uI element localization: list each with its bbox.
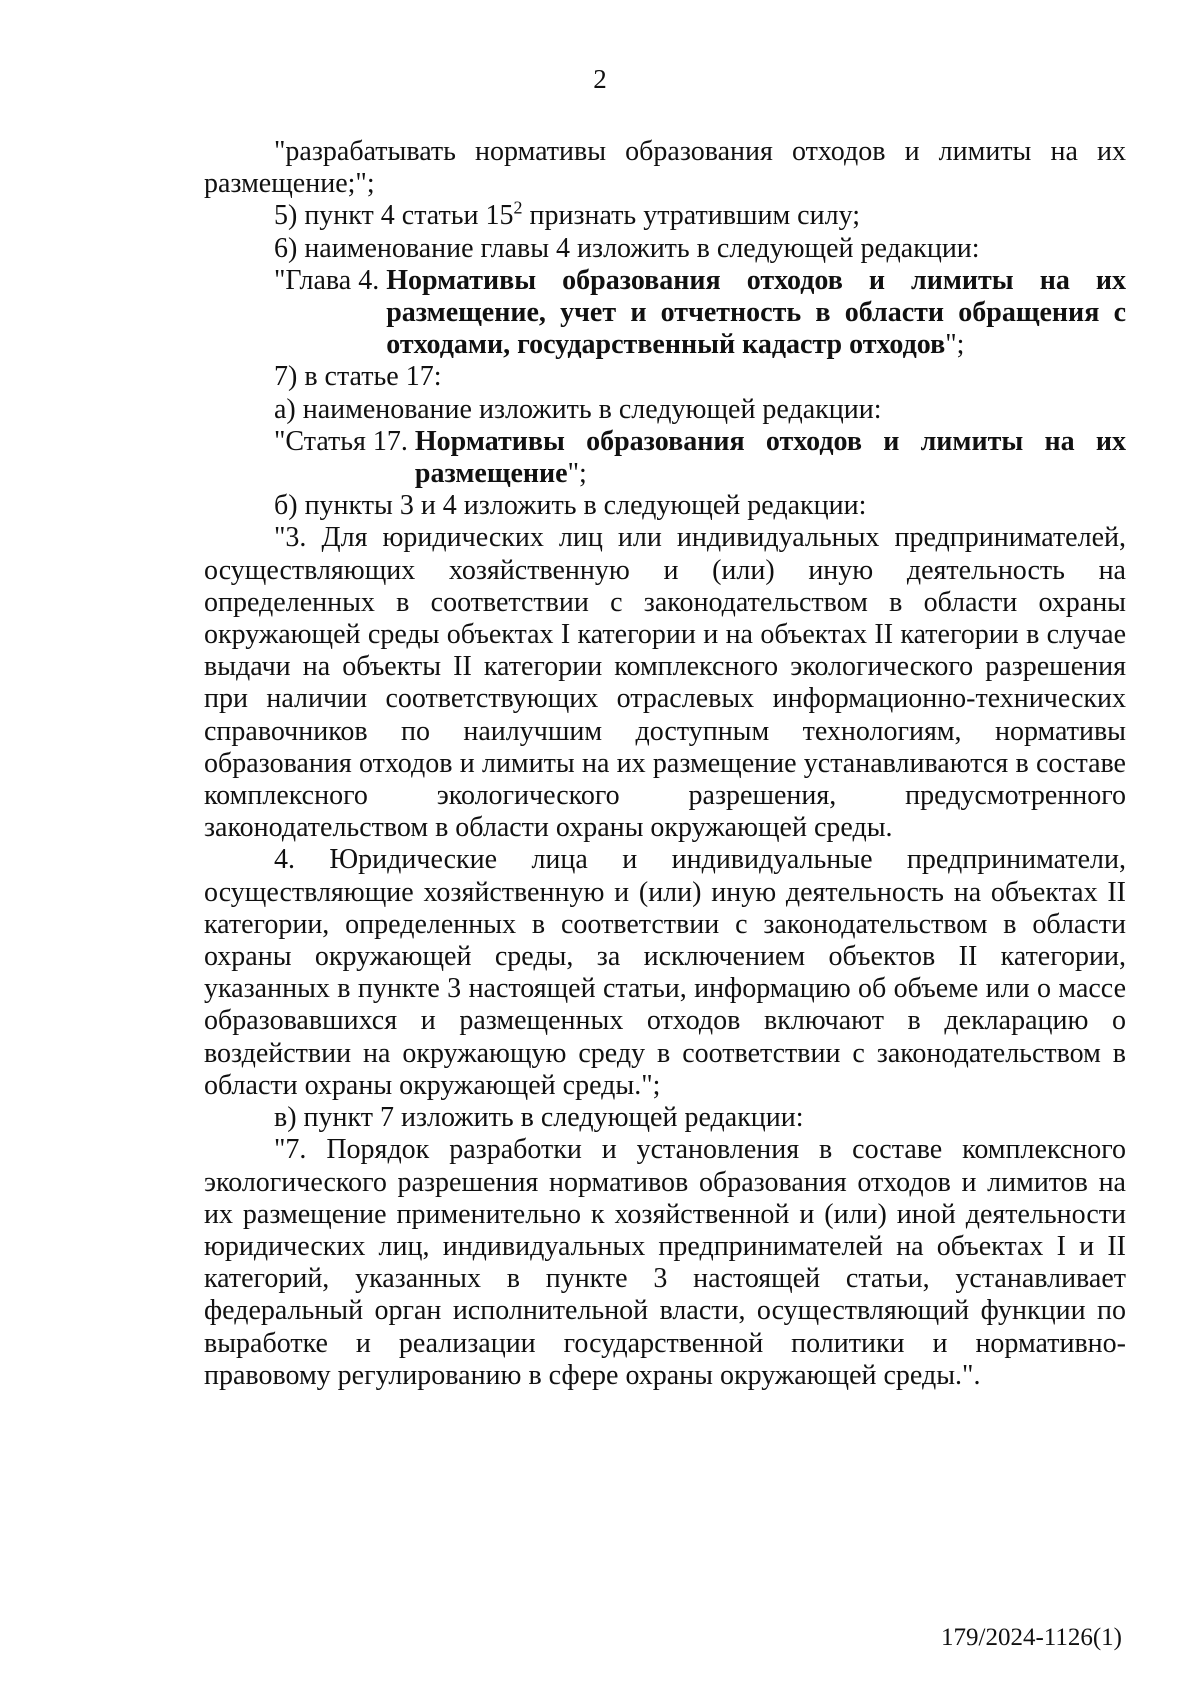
chapter-title-text: Нормативы образования отходов и лимиты на их размещение, учет и отчетность в области обращения с отходами, государственный кадастр отходов [386,264,1126,361]
paragraph-point-3: "3. Для юридических лиц или индивидуальных предпринимателей, осуществляющих хозяйственную и (или) иную деятельность на определенных в соответствии с законодательством в области охраны окружающей среды объектах I категории и на объектах II категории в случае выдачи на объекты II категории комплексного экологического разрешения при наличии соответствующих отраслевых информационно-технических справочников по наилучшим доступным технологиям, нормативы образования отходов и лимиты на их размещение устанавливаются в составе комплексного экологического разрешения, предусмотренного законодательством в области охраны окружающей среды. [204,522,1126,844]
item-5-text: 5) пункт 4 статьи 15 [274,200,514,232]
document-body [204,136,1126,1392]
paragraph-item-7: 7) в статье 17: [274,361,442,393]
item-5-text-end: признать утратившим силу; [522,200,860,232]
paragraph-subitem-a: а) наименование изложить в следующей редакции: [274,393,882,425]
paragraph-subitem-v: в) пункт 7 изложить в следующей редакции: [274,1102,804,1134]
paragraph-point-4: 4. Юридические лица и индивидуальные предприниматели, осуществляющие хозяйственную и (или) иную деятельность на объектах II категории, определенных в соответствии с законодательством в области охраны окружающей среды, за исключением объектов II категории, указанных в пункте 3 настоящей статьи, информацию об объеме или о массе образовавшихся и размещенных отходов включают в декларацию о воздействии на окружающую среду в соответствии с законодательством в области охраны окружающей среды."; [204,844,1126,1101]
paragraph-subitem-b: б) пункты 3 и 4 изложить в следующей редакции: [274,490,867,522]
paragraph-item-5 [204,200,1126,232]
paragraph-point-7: "7. Порядок разработки и установления в составе комплексного экологического разрешения нормативов образования отходов и лимитов на их размещение применительно к хозяйственной и (или) иной деятельности юридических лиц, индивидуальных предпринимателей на объектах I и II категорий, указанных в пункте 3 настоящей статьи, устанавливает федеральный орган исполнительной власти, осуществляющий функции по выработке и реализации государственной политики и нормативно-правовому регулированию в сфере охраны окружающей среды.". [204,1134,1126,1391]
article-title-tail: "; [567,458,587,490]
article-heading [204,426,1126,490]
chapter-title-tail: "; [945,329,965,361]
article-title [415,426,1126,490]
chapter-title [386,265,1126,362]
document-code: 179/2024-1126(1) [941,1624,1122,1651]
article-label: "Статья 17. [274,425,415,457]
page-number: 2 [593,64,607,94]
article-title-text: Нормативы образования отходов и лимиты на их размещение [414,425,1126,490]
chapter-heading [204,265,1126,362]
chapter-label: "Глава 4. [274,264,387,296]
paragraph-quote-line: "разрабатывать нормативы образования отходов и лимиты на их размещение;"; [204,136,1126,200]
paragraph-item-6: 6) наименование главы 4 изложить в следующей редакции: [274,232,980,264]
item-5-superscript: 2 [513,198,523,219]
